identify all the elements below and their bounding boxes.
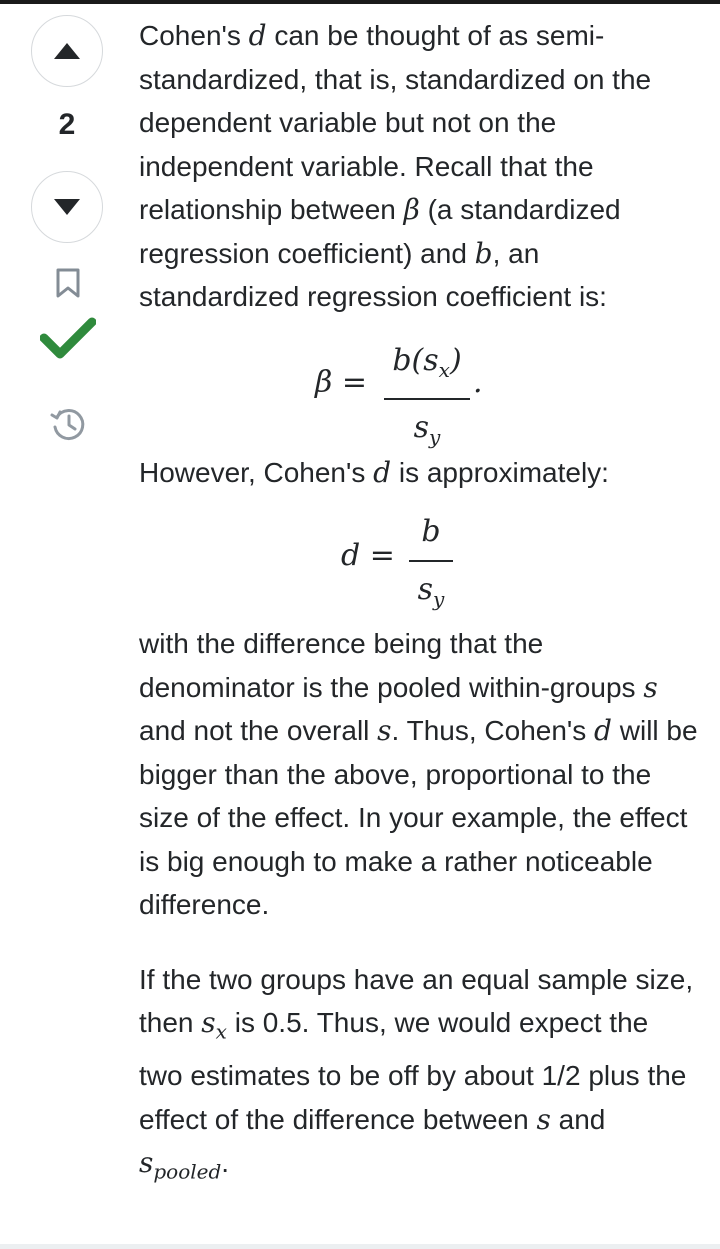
downvote-button[interactable] <box>31 171 103 243</box>
equation-d <box>139 502 699 622</box>
subscript: y <box>429 425 441 449</box>
subscript: pooled <box>153 1159 222 1184</box>
text: . Thus, Cohen's <box>391 715 595 746</box>
text: s <box>413 410 430 445</box>
triangle-up-icon <box>54 43 80 59</box>
text: Cohen's <box>139 20 249 51</box>
math-s: s <box>643 670 658 704</box>
text: s <box>417 571 434 607</box>
paragraph-difference <box>139 622 699 927</box>
math-s: s <box>201 1006 216 1039</box>
fraction-bar <box>384 398 470 400</box>
math-d: d <box>373 455 392 489</box>
text: . <box>221 1147 230 1179</box>
equation-beta <box>139 321 699 449</box>
equation-fraction <box>409 510 453 621</box>
math-s: s <box>536 1102 551 1136</box>
text: with the difference being that the denominator is the pooled within-groups <box>139 628 644 703</box>
checkmark-icon <box>40 316 96 360</box>
equation-fraction <box>384 339 470 460</box>
fraction-bar <box>409 560 453 562</box>
paragraph-spacer <box>139 927 699 958</box>
subscript: x <box>438 357 450 382</box>
text: is 0.5. Thus, we would expect the two estimates to be off by about 1/2 plus the effect of the difference between <box>139 1007 687 1135</box>
text: ) <box>449 342 462 378</box>
triangle-down-icon <box>54 199 80 215</box>
fraction-denominator <box>409 568 453 622</box>
bookmark-icon[interactable] <box>56 268 80 298</box>
text: can be thought of as semi-standardized, that is, standardized on the dependent variable but not on the independent variable. Recall that the relationship between <box>139 20 652 225</box>
equation-lhs: d = <box>341 538 395 573</box>
equation-period: . <box>473 364 483 400</box>
text: is approximately: <box>391 456 609 488</box>
text: b(s <box>392 342 439 378</box>
bottom-border <box>0 1244 720 1249</box>
subscript: y <box>433 586 445 611</box>
math-s: s <box>139 1146 154 1180</box>
vote-column <box>0 0 136 460</box>
vote-score: 2 <box>58 108 76 141</box>
paragraph-intro <box>139 14 699 319</box>
fraction-numerator <box>384 339 470 393</box>
text: and not the overall <box>139 715 378 746</box>
paragraph-equal-sample <box>139 958 699 1195</box>
text: If the two groups have an equal sample size, then <box>139 963 694 1038</box>
upvote-button[interactable] <box>31 15 103 87</box>
history-icon[interactable] <box>49 405 87 443</box>
text: will be bigger than the above, proportional to the size of the effect. In your example, the effect is big enough to make a rather noticeable difference. <box>139 715 698 920</box>
math-d: d <box>594 714 612 747</box>
fraction-numerator: b <box>421 514 441 549</box>
math-b: b <box>474 236 493 270</box>
subscript: x <box>215 1019 227 1044</box>
math-d: d <box>248 19 267 52</box>
equation-lhs: β = <box>315 364 368 400</box>
answer-body <box>139 14 699 1194</box>
math-s: s <box>377 714 392 747</box>
fraction-denominator <box>384 406 470 460</box>
text: (a standardized regression coefficient) and <box>139 194 621 269</box>
text: However, Cohen's <box>139 456 374 488</box>
text: and <box>550 1103 606 1135</box>
text: , an standardized regression coefficient is: <box>139 237 607 312</box>
math-beta: β <box>403 193 420 226</box>
